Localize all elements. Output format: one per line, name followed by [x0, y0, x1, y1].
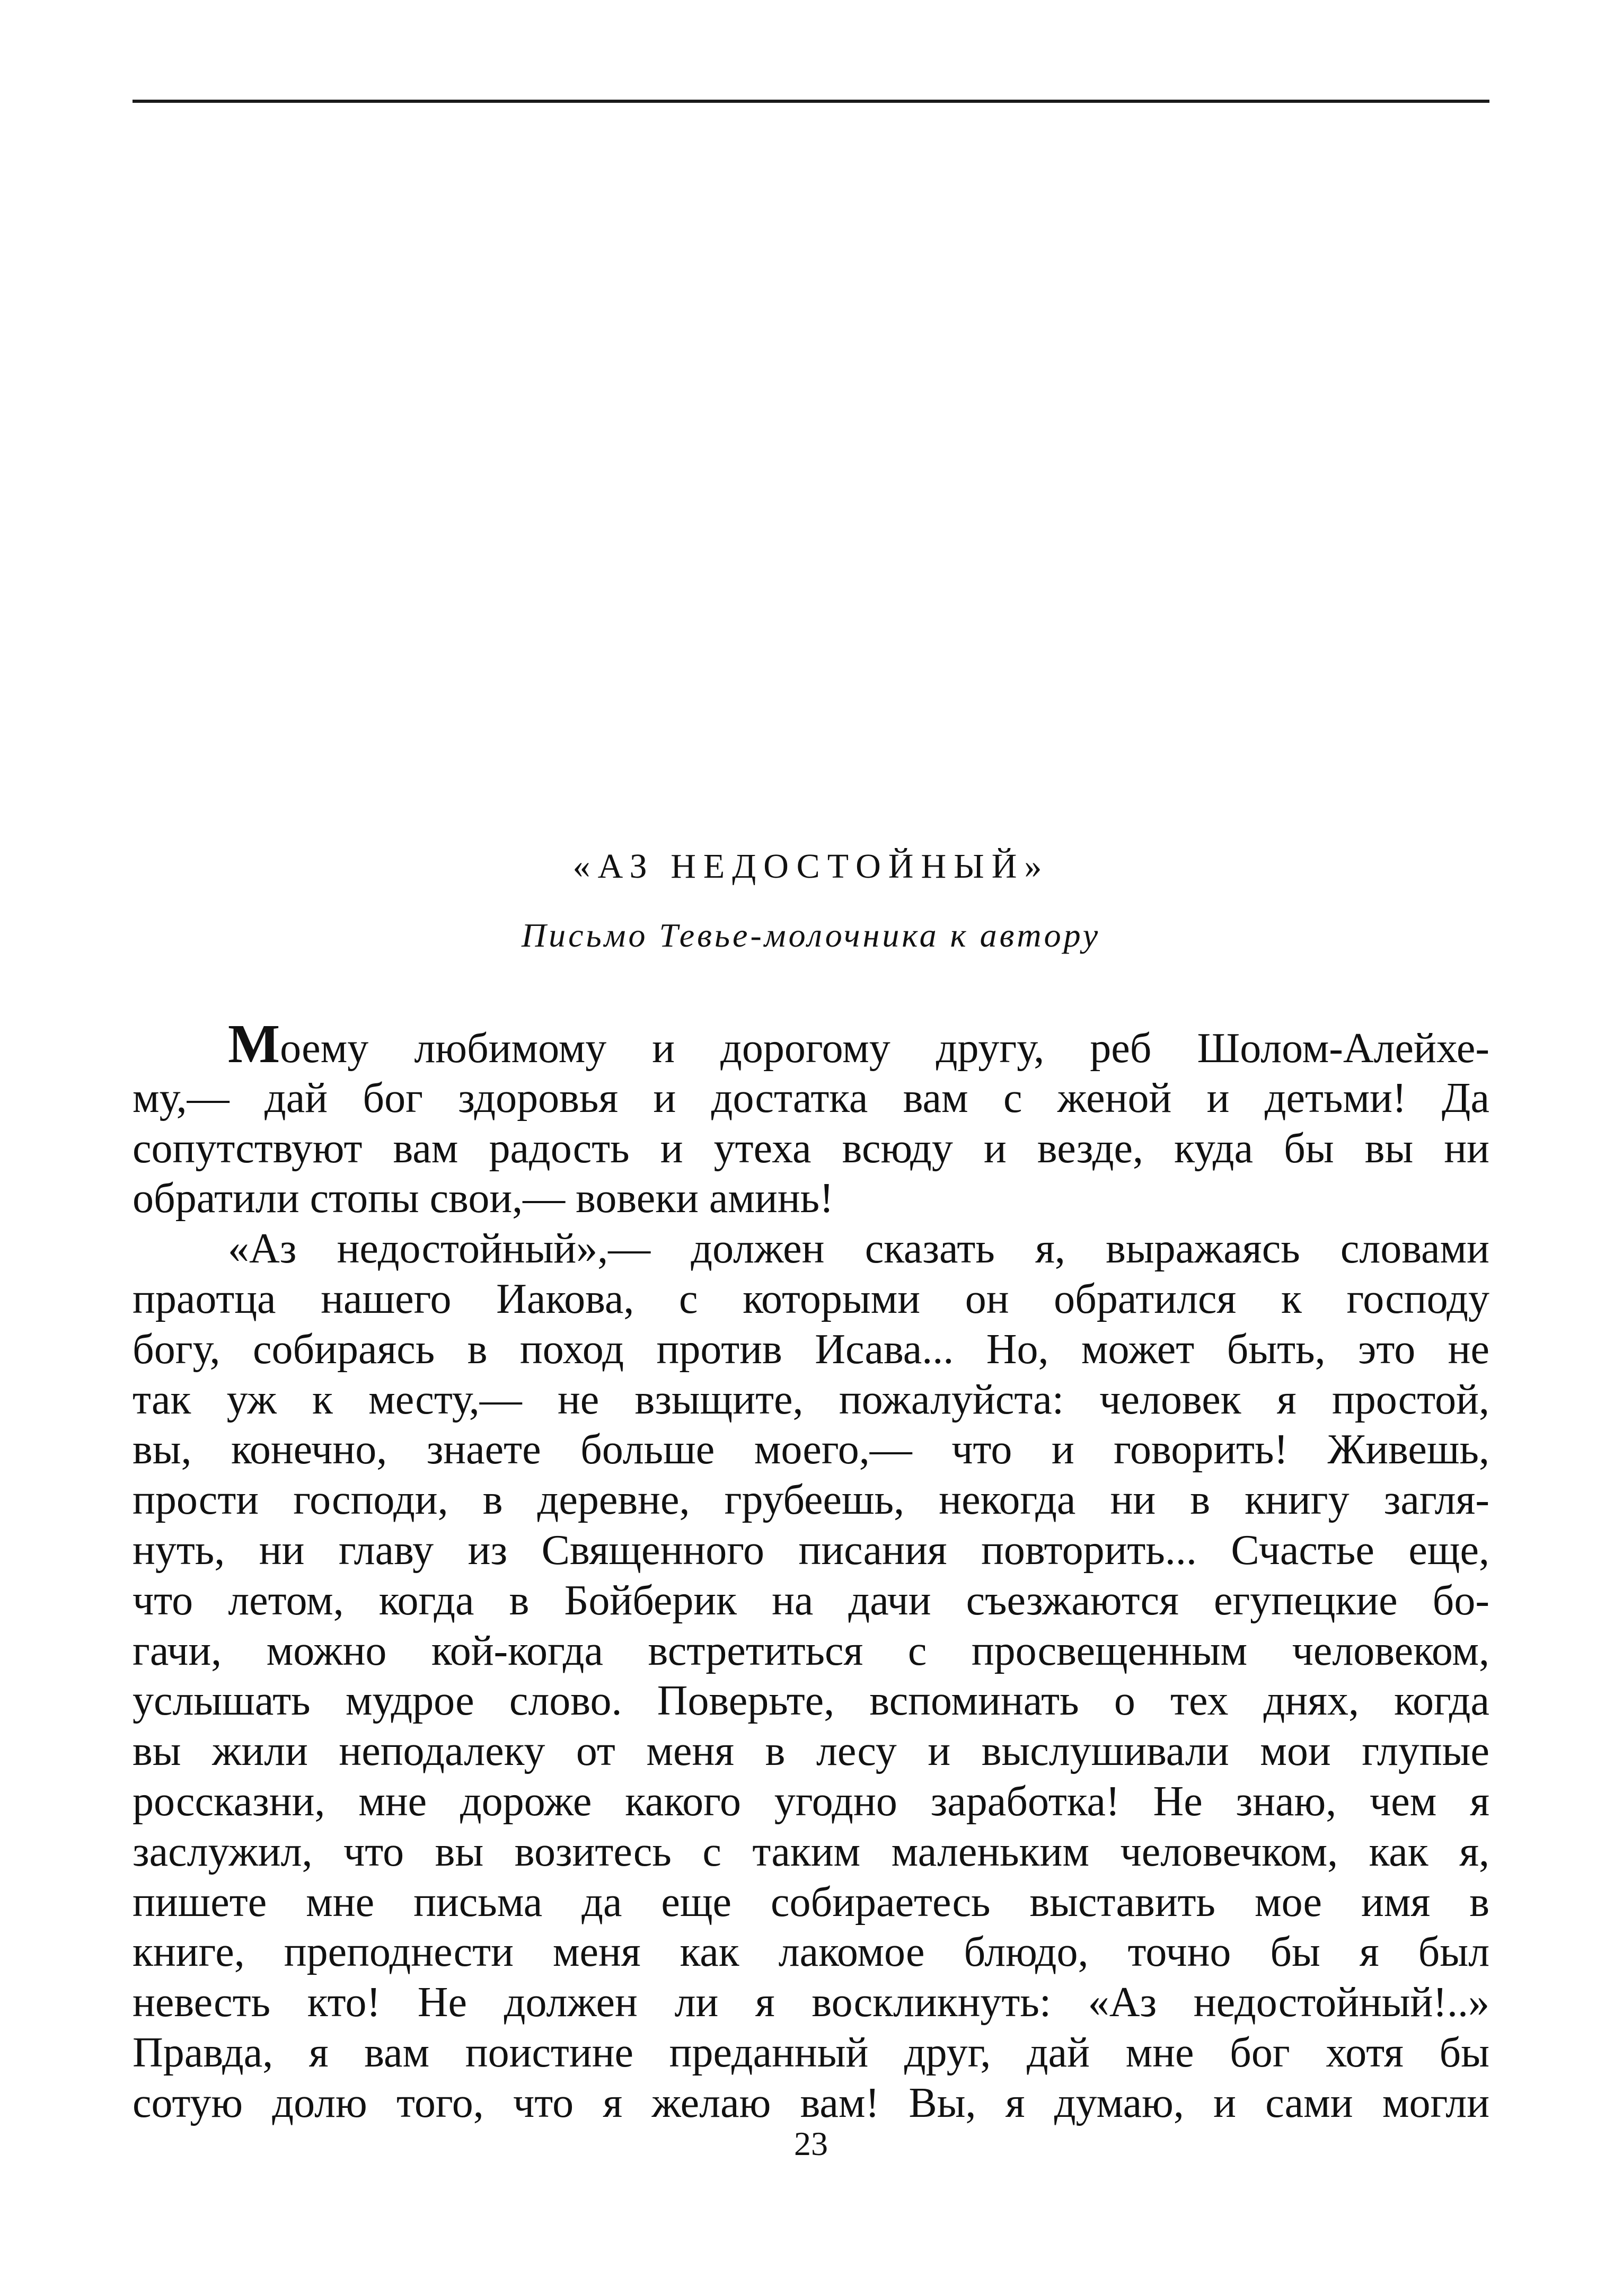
text-line: обратили стопы свои,— вовеки аминь!	[133, 1175, 834, 1222]
text-line: россказни, мне дороже какого угодно заработка! Не знаю, чем я	[133, 1778, 1489, 1825]
text-line: гачи, можно кой-когда встретиться с просвещенным человеком,	[133, 1627, 1489, 1674]
text-line: богу, собираясь в поход против Исава... Но, может быть, это не	[133, 1326, 1489, 1373]
page-number: 23	[794, 2125, 828, 2162]
text-line: «Аз недостойный»,— должен сказать я, выражаясь словами	[228, 1225, 1489, 1273]
text-line: сотую долю того, что я желаю вам! Вы, я думаю, и сами могли	[133, 2079, 1489, 2126]
text-line: нуть, ни главу из Священного писания повторить... Счастье еще,	[133, 1526, 1489, 1574]
text-line: услышать мудрое слово. Поверьте, вспоминать о тех днях, когда	[133, 1677, 1489, 1725]
chapter-title: «АЗ НЕДОСТОЙНЫЙ»	[572, 847, 1049, 886]
text-line: вы, конечно, знаете больше моего,— что и говорить! Живешь,	[133, 1426, 1489, 1473]
body-text	[133, 1013, 1489, 2129]
drop-cap: М	[228, 1013, 280, 1074]
text-line: праотца нашего Иакова, с которыми он обратился к господу	[133, 1275, 1489, 1322]
text-line: прости господи, в деревне, грубеешь, некогда ни в книгу загля-	[133, 1477, 1489, 1524]
text-line: что летом, когда в Бойберик на дачи съезжаются егупецкие бо-	[133, 1577, 1489, 1624]
text-line: заслужил, что вы возитесь с таким маленьким человечком, как я,	[133, 1828, 1489, 1875]
text-line: невесть кто! Не должен ли я воскликнуть: «Аз недостойный!..»	[133, 1979, 1489, 2026]
text-line: Правда, я вам поистине преданный друг, дай мне бог хотя бы	[133, 2029, 1489, 2076]
text-line: сопутствуют вам радость и утеха всюду и везде, куда бы вы ни	[133, 1125, 1489, 1172]
text-line: му,— дай бог здоровья и достатка вам с женой и детьми! Да	[133, 1074, 1489, 1121]
text-line	[133, 1013, 1489, 1074]
chapter-subtitle: Письмо Тевье-молочника к автору	[521, 916, 1101, 954]
top-rule	[133, 100, 1489, 103]
text-line-content: оему любимому и дорогому другу, реб Шолом-Алейхе-	[280, 1025, 1489, 1072]
text-line: так уж к месту,— не взыщите, пожалуйста: человек я простой,	[133, 1376, 1489, 1423]
text-line: вы жили неподалеку от меня в лесу и выслушивали мои глупые	[133, 1728, 1489, 1775]
text-line: книге, преподнести меня как лакомое блюдо, точно бы я был	[133, 1929, 1489, 1976]
text-line: пишете мне письма да еще собираетесь выставить мое имя в	[133, 1878, 1489, 1926]
